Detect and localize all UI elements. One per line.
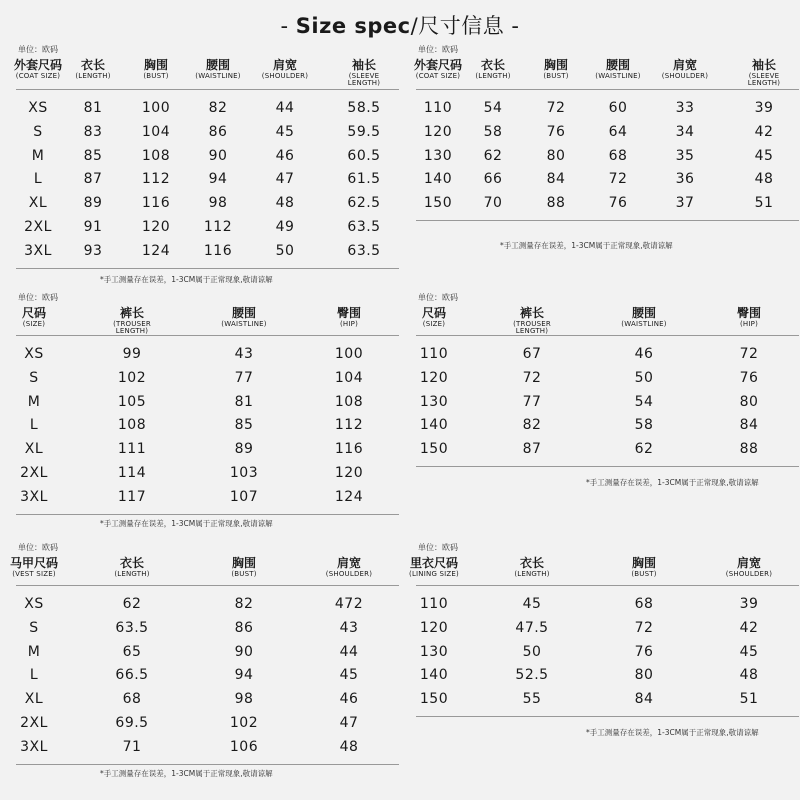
- table-cell: 39: [739, 596, 759, 612]
- header-zh: 裤长: [519, 306, 544, 320]
- header-0: [389, 557, 479, 578]
- header-en: (SHOULDER): [725, 570, 773, 578]
- table-cell: 104: [141, 123, 171, 140]
- table-cell: 116: [203, 242, 233, 259]
- table-cell: S: [29, 619, 39, 636]
- table-cell: 82: [522, 417, 542, 434]
- unit-label: 单位：欧码: [18, 45, 58, 54]
- table-cell: 72: [522, 369, 542, 386]
- table-cell: 112: [334, 417, 364, 434]
- table-cell: 37: [675, 195, 695, 212]
- header-zh: 腰围: [605, 58, 630, 72]
- table-bottom-rule: [416, 716, 799, 717]
- table-cell: 85: [83, 147, 103, 164]
- table-cell: 46: [275, 147, 295, 164]
- table-cell: 100: [334, 346, 364, 362]
- table-cell: 45: [275, 123, 295, 140]
- header-2: [599, 557, 689, 578]
- header-en: (VEST SIZE): [12, 570, 56, 578]
- table-cell: 60.5: [347, 147, 381, 164]
- table-cell: 47.5: [515, 619, 549, 636]
- table-cell: 81: [83, 100, 103, 116]
- table-cell: 52.5: [515, 667, 549, 684]
- table-cell: 34: [675, 123, 695, 140]
- table-cell: 140: [419, 667, 449, 684]
- measurement-note: *手工测量存在误差，1-3CM属于正常现象,敬请谅解: [500, 241, 673, 250]
- table-cell: 140: [419, 417, 449, 434]
- header-zh: 外套尺码: [413, 58, 462, 72]
- table-cell: 51: [739, 691, 759, 708]
- table-cell: L: [29, 667, 39, 684]
- table-cell: XL: [28, 195, 48, 212]
- table-cell: 88: [546, 195, 566, 212]
- header-zh: 腰围: [631, 306, 656, 320]
- table-cell: 103: [229, 465, 259, 481]
- header-zh: 腰围: [205, 58, 230, 72]
- table-cell: 120: [419, 619, 449, 636]
- header-zh: 胸围: [143, 58, 168, 72]
- header-en: (SHOULDER): [661, 72, 709, 80]
- header-en: (LINING SIZE): [409, 570, 459, 578]
- table-cell: 62.5: [347, 195, 381, 212]
- table-cell: M: [31, 147, 45, 164]
- header-en: LENGTH): [747, 79, 781, 87]
- table-cell: 81: [234, 393, 254, 410]
- unit-label: 单位：欧码: [418, 293, 458, 302]
- table-row: [4, 663, 402, 687]
- table-cell: 55: [522, 691, 542, 708]
- header-en: (WAISTLINE): [621, 320, 667, 328]
- table-cell: 140: [423, 171, 453, 188]
- table-row: [4, 687, 402, 711]
- table-row: [404, 592, 800, 616]
- header-en: LENGTH): [347, 79, 381, 87]
- header-zh: 外套尺码: [13, 58, 62, 72]
- table-cell: 130: [419, 393, 449, 410]
- table-cell: 76: [608, 195, 628, 212]
- table-cell: 120: [334, 465, 364, 481]
- table-cell: 49: [275, 219, 295, 235]
- table-cell: 62: [122, 596, 142, 612]
- header-zh: 衣长: [519, 556, 544, 570]
- header-en: (HIP): [739, 320, 758, 328]
- table-cell: XS: [28, 100, 48, 116]
- table-cell: 72: [608, 171, 628, 188]
- unit-label: 单位：欧码: [18, 543, 58, 552]
- header-en: (SLEEVE: [348, 72, 380, 80]
- table-cell: 60: [608, 100, 628, 116]
- table-cell: 3XL: [24, 242, 52, 259]
- table-cell: 120: [141, 219, 171, 235]
- table-cell: 82: [208, 100, 228, 116]
- header-en: (SHOULDER): [261, 72, 309, 80]
- table-cell: 80: [634, 667, 654, 684]
- table-cell: 51: [754, 195, 774, 212]
- table-cell: 48: [754, 171, 774, 188]
- header-2: [199, 557, 289, 578]
- table-cell: 42: [754, 123, 774, 140]
- table-cell: 102: [229, 715, 259, 731]
- table-cell: 84: [739, 417, 759, 434]
- table-cell: 98: [234, 691, 254, 708]
- table-cell: 69.5: [115, 715, 149, 731]
- table-cell: 44: [275, 100, 295, 116]
- table-cell: 68: [608, 147, 628, 164]
- table-cell: 39: [754, 100, 774, 116]
- header-en: (BUST): [143, 72, 169, 80]
- table-cell: 59.5: [347, 123, 381, 140]
- table-cell: 150: [419, 441, 449, 458]
- header-zh: 尺码: [421, 306, 446, 320]
- table-cell: M: [27, 643, 41, 660]
- table-cell: 66: [483, 171, 503, 188]
- table-cell: 50: [275, 242, 295, 259]
- table-cell: 45: [522, 596, 542, 612]
- table-cell: 80: [739, 393, 759, 410]
- header-1: [87, 557, 177, 578]
- table-cell: 44: [339, 643, 359, 660]
- table-cell: 67: [522, 346, 542, 362]
- table-cell: 90: [234, 643, 254, 660]
- table-cell: 76: [634, 643, 654, 660]
- table-cell: 110: [423, 100, 453, 116]
- table-cell: 116: [141, 195, 171, 212]
- table-cell: 124: [141, 242, 171, 259]
- header-en: (LENGTH): [114, 570, 150, 578]
- table-cell: 150: [423, 195, 453, 212]
- size-table-vest-left: [4, 0, 402, 800]
- table-cell: L: [33, 171, 43, 188]
- table-cell: 70: [483, 195, 503, 212]
- header-en: (COAT SIZE): [415, 72, 461, 80]
- table-row: [4, 640, 402, 664]
- table-cell: 98: [208, 195, 228, 212]
- table-cell: 71: [122, 738, 142, 755]
- table-cell: 108: [141, 147, 171, 164]
- table-cell: 87: [522, 441, 542, 458]
- table-cell: 76: [739, 369, 759, 386]
- table-cell: 63.5: [115, 619, 149, 636]
- table-cell: 94: [208, 171, 228, 188]
- header-zh: 肩宽: [736, 556, 761, 570]
- header-zh: 胸围: [543, 58, 568, 72]
- table-row: [404, 616, 800, 640]
- header-3: [304, 557, 394, 578]
- table-cell: 68: [634, 596, 654, 612]
- unit-label: 单位：欧码: [418, 45, 458, 54]
- header-en: (BUST): [231, 570, 257, 578]
- header-zh: 肩宽: [336, 556, 361, 570]
- table-cell: 110: [419, 596, 449, 612]
- header-zh: 尺码: [21, 306, 46, 320]
- table-cell: 47: [339, 715, 359, 731]
- header-zh: 臀围: [336, 306, 361, 320]
- table-cell: 111: [117, 441, 147, 458]
- table-cell: 50: [522, 643, 542, 660]
- table-cell: 87: [83, 171, 103, 188]
- table-cell: 42: [739, 619, 759, 636]
- header-zh: 胸围: [231, 556, 256, 570]
- table-row: [4, 616, 402, 640]
- table-cell: 85: [234, 417, 254, 434]
- table-cell: XL: [24, 441, 44, 458]
- table-cell: XS: [24, 346, 44, 362]
- header-en: (WAISTLINE): [595, 72, 641, 80]
- header-en: (BUST): [543, 72, 569, 80]
- table-cell: 105: [117, 393, 147, 410]
- title-main: Size spec: [295, 14, 411, 38]
- table-row: [4, 735, 402, 759]
- table-cell: 58: [483, 123, 503, 140]
- header-zh: 马甲尺码: [9, 556, 58, 570]
- table-bottom-rule: [16, 764, 399, 765]
- table-cell: 46: [634, 346, 654, 362]
- table-cell: 48: [339, 738, 359, 755]
- table-row: [404, 687, 800, 711]
- table-cell: 112: [141, 171, 171, 188]
- table-cell: 88: [739, 441, 759, 458]
- header-en: (LENGTH): [475, 72, 511, 80]
- header-en: LENGTH): [515, 327, 549, 335]
- header-en: (HIP): [339, 320, 358, 328]
- table-cell: 2XL: [20, 465, 48, 481]
- table-cell: 120: [423, 123, 453, 140]
- header-en: (COAT SIZE): [15, 72, 61, 80]
- header-en: (LENGTH): [75, 72, 111, 80]
- table-cell: 124: [334, 488, 364, 505]
- table-cell: 36: [675, 171, 695, 188]
- table-cell: 62: [483, 147, 503, 164]
- table-cell: 63.5: [347, 242, 381, 259]
- header-3: [704, 557, 794, 578]
- table-cell: 116: [334, 441, 364, 458]
- measurement-note: *手工测量存在误差，1-3CM属于正常现象,敬请谅解: [586, 478, 759, 487]
- table-cell: 76: [546, 123, 566, 140]
- table-cell: 65: [122, 643, 142, 660]
- measurement-note: *手工测量存在误差，1-3CM属于正常现象,敬请谅解: [100, 519, 273, 528]
- header-zh: 胸围: [631, 556, 656, 570]
- header-1: [487, 557, 577, 578]
- header-en: (TROUSER: [513, 320, 551, 328]
- header-zh: 腰围: [231, 306, 256, 320]
- table-cell: XL: [24, 691, 44, 708]
- table-cell: 102: [117, 369, 147, 386]
- table-cell: 104: [334, 369, 364, 386]
- table-cell: 94: [234, 667, 254, 684]
- header-en: (LENGTH): [514, 570, 550, 578]
- table-cell: 58: [634, 417, 654, 434]
- table-cell: 45: [339, 667, 359, 684]
- table-cell: 35: [675, 147, 695, 164]
- table-cell: 68: [122, 691, 142, 708]
- table-cell: 63.5: [347, 219, 381, 235]
- table-cell: 82: [234, 596, 254, 612]
- table-cell: 117: [117, 488, 147, 505]
- title-rest: /尺寸信息: [410, 14, 505, 38]
- header-en: (SIZE): [422, 320, 446, 328]
- header-zh: 肩宽: [272, 58, 297, 72]
- title-dash-left: -: [280, 14, 296, 38]
- table-cell: 84: [634, 691, 654, 708]
- header-zh: 肩宽: [672, 58, 697, 72]
- table-cell: 64: [608, 123, 628, 140]
- header-zh: 衣长: [80, 58, 105, 72]
- table-cell: 48: [275, 195, 295, 212]
- table-cell: 50: [634, 369, 654, 386]
- table-cell: 72: [739, 346, 759, 362]
- size-table-lining-right: [404, 0, 800, 800]
- table-cell: 77: [522, 393, 542, 410]
- table-cell: 3XL: [20, 488, 48, 505]
- table-cell: 120: [419, 369, 449, 386]
- table-cell: XS: [24, 596, 44, 612]
- header-en: (SHOULDER): [325, 570, 373, 578]
- table-cell: S: [33, 123, 43, 140]
- measurement-note: *手工测量存在误差，1-3CM属于正常现象,敬请谅解: [100, 275, 273, 284]
- table-cell: 62: [634, 441, 654, 458]
- header-zh: 衣长: [480, 58, 505, 72]
- table-row: [404, 663, 800, 687]
- table-cell: 99: [122, 346, 142, 362]
- table-cell: 72: [634, 619, 654, 636]
- table-cell: 89: [234, 441, 254, 458]
- header-en: (WAISTLINE): [221, 320, 267, 328]
- table-cell: 72: [546, 100, 566, 116]
- header-en: (SLEEVE: [748, 72, 780, 80]
- table-cell: 91: [83, 219, 103, 235]
- header-zh: 袖长: [751, 58, 776, 72]
- table-cell: 106: [229, 738, 259, 755]
- table-cell: 86: [208, 123, 228, 140]
- table-cell: 61.5: [347, 171, 381, 188]
- table-cell: 46: [339, 691, 359, 708]
- table-cell: 83: [83, 123, 103, 140]
- table-cell: 54: [634, 393, 654, 410]
- table-cell: 108: [334, 393, 364, 410]
- table-cell: 2XL: [20, 715, 48, 731]
- table-cell: 130: [423, 147, 453, 164]
- table-cell: 2XL: [24, 219, 52, 235]
- table-cell: 108: [117, 417, 147, 434]
- title-dash-right: -: [504, 14, 520, 38]
- table-cell: 43: [234, 346, 254, 362]
- table-cell: 100: [141, 100, 171, 116]
- unit-label: 单位：欧码: [18, 293, 58, 302]
- header-en: (SIZE): [22, 320, 46, 328]
- header-0: [0, 557, 79, 578]
- table-row: [4, 592, 402, 616]
- table-cell: 47: [275, 171, 295, 188]
- header-divider: [416, 585, 799, 586]
- measurement-note: *手工测量存在误差，1-3CM属于正常现象,敬请谅解: [586, 728, 759, 737]
- table-cell: 90: [208, 147, 228, 164]
- header-en: (WAISTLINE): [195, 72, 241, 80]
- table-row: [4, 711, 402, 735]
- header-en: LENGTH): [115, 327, 149, 335]
- measurement-note: *手工测量存在误差，1-3CM属于正常现象,敬请谅解: [100, 769, 273, 778]
- table-cell: 80: [546, 147, 566, 164]
- table-cell: 89: [83, 195, 103, 212]
- table-cell: S: [29, 369, 39, 386]
- header-zh: 裤长: [119, 306, 144, 320]
- header-zh: 衣长: [119, 556, 144, 570]
- table-cell: 45: [754, 147, 774, 164]
- table-cell: M: [27, 393, 41, 410]
- header-en: (TROUSER: [113, 320, 151, 328]
- table-cell: 93: [83, 242, 103, 259]
- table-cell: 472: [334, 596, 364, 612]
- header-zh: 里衣尺码: [409, 556, 458, 570]
- table-cell: 48: [739, 667, 759, 684]
- table-cell: 58.5: [347, 100, 381, 116]
- table-cell: 150: [419, 691, 449, 708]
- table-cell: 130: [419, 643, 449, 660]
- table-cell: 54: [483, 100, 503, 116]
- table-cell: 114: [117, 465, 147, 481]
- header-zh: 袖长: [351, 58, 376, 72]
- table-cell: 3XL: [20, 738, 48, 755]
- table-cell: 112: [203, 219, 233, 235]
- header-divider: [16, 585, 399, 586]
- table-cell: 86: [234, 619, 254, 636]
- table-cell: 84: [546, 171, 566, 188]
- table-cell: 107: [229, 488, 259, 505]
- table-cell: 66.5: [115, 667, 149, 684]
- table-cell: 45: [739, 643, 759, 660]
- table-cell: 43: [339, 619, 359, 636]
- table-cell: 33: [675, 100, 695, 116]
- table-cell: 110: [419, 346, 449, 362]
- table-row: [404, 640, 800, 664]
- unit-label: 单位：欧码: [418, 543, 458, 552]
- header-en: (BUST): [631, 570, 657, 578]
- table-cell: 77: [234, 369, 254, 386]
- header-zh: 臀围: [736, 306, 761, 320]
- table-cell: L: [29, 417, 39, 434]
